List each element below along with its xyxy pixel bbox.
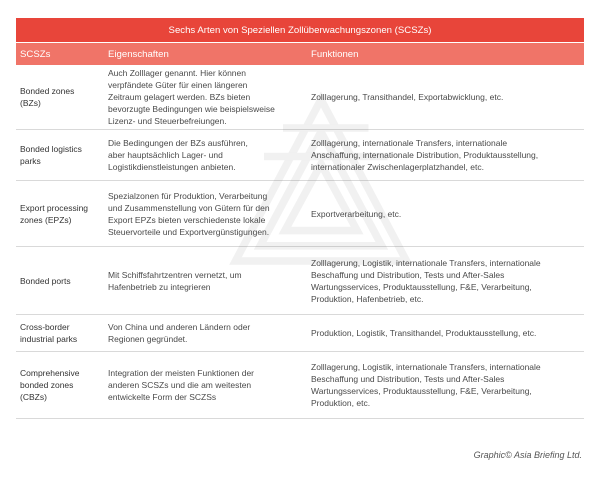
- table-title: Sechs Arten von Speziellen Zollüberwachungszonen (SCSZs): [16, 18, 584, 42]
- eigenschaften-cell: [108, 190, 311, 238]
- cell-line: Zolllagerung, Logistik, internationale Transfers, internationale: [311, 362, 541, 372]
- cell-line: Export EPZs bieten verschiedenste lokale: [108, 214, 266, 225]
- cell-line: Produktion, etc.: [311, 398, 371, 408]
- cell-line: (CBZs): [20, 392, 47, 402]
- cell-line: Zeitraum gelagert werden. BZs bieten: [108, 92, 251, 102]
- cell-line: aber hauptsächlich Lager- und: [108, 150, 223, 160]
- table: [16, 18, 584, 419]
- funktionen-cell: [311, 361, 584, 409]
- cell-line: zones (EPZs): [20, 214, 72, 225]
- header-row: [16, 42, 584, 65]
- cell-line: Bonded logistics: [20, 144, 82, 154]
- cell-line: Wartungsservices, Produktausstellung, F&E, Verarbeitung,: [311, 386, 532, 396]
- table-row: [16, 130, 584, 181]
- cell-line: Mit Schiffsfahrtzentren vernetzt, um: [108, 269, 242, 280]
- eigenschaften-cell: [108, 269, 311, 293]
- funktionen-cell: [311, 257, 584, 305]
- eigenschaften-cell: [108, 367, 311, 403]
- cell-line: Cross-border: [20, 322, 70, 332]
- cell-line: Zolllagerung, Logistik, internationale Transfers, internationale: [311, 257, 541, 268]
- header-eigenschaften: Eigenschaften: [108, 48, 169, 60]
- cell-line: Integration der meisten Funktionen der: [108, 368, 255, 378]
- cell-line: bonded zones: [20, 380, 74, 390]
- cell-line: Spezialzonen für Produktion, Verarbeitung: [108, 190, 268, 201]
- funktionen-cell: [311, 137, 584, 173]
- cell-line: Die Bedingungen der BZs ausführen,: [108, 138, 248, 148]
- scsz-name: [16, 367, 108, 403]
- cell-line: bevorzugte Bedingungen wie beispielsweise: [108, 104, 275, 114]
- eigenschaften-cell: [108, 137, 311, 173]
- scsz-name: [16, 275, 108, 287]
- cell-line: Steuervorteile und Exportvergünstigungen.: [108, 226, 270, 237]
- cell-line: (BZs): [20, 98, 41, 108]
- cell-line: Lizenz- und Steuerbefreiungen.: [108, 116, 227, 126]
- funktionen-cell: [311, 208, 584, 220]
- table-row: [16, 315, 584, 352]
- credit-text: Graphic© Asia Briefing Ltd.: [473, 450, 582, 460]
- cell-line: Export processing: [20, 202, 89, 213]
- cell-line: und Zusammenstellung von Gütern für den: [108, 202, 270, 213]
- table-row: [16, 247, 584, 315]
- cell-line: Anschaffung, internationale Distribution, Produktausstellung,: [311, 150, 539, 160]
- cell-line: Zolllagerung, Transithandel, Exportabwicklung, etc.: [311, 92, 504, 102]
- cell-line: Produktion, Hafenbetrieb, etc.: [311, 293, 424, 304]
- cell-line: Logistikdienstleistungen anbieten.: [108, 162, 236, 172]
- cell-line: internationaler Zwischenlagerplatzhandel, etc.: [311, 162, 484, 172]
- cell-line: Hafenbetrieb zu integrieren: [108, 281, 211, 292]
- cell-line: Comprehensive: [20, 368, 80, 378]
- cell-line: Wartungsservices, Produktausstellung, F&E, Verarbeitung,: [311, 281, 532, 292]
- header-scszs: SCSZs: [20, 48, 51, 60]
- cell-line: Von China und anderen Ländern oder: [108, 322, 251, 332]
- cell-line: Beschaffung und Distribution, Tests und After-Sales: [311, 269, 505, 280]
- eigenschaften-cell: [108, 321, 311, 345]
- scsz-name: [16, 85, 108, 109]
- cell-line: Exportverarbeitung, etc.: [311, 208, 402, 219]
- cell-line: parks: [20, 156, 41, 166]
- cell-line: entwickelte Form der SCZSs: [108, 392, 217, 402]
- scsz-name: [16, 143, 108, 167]
- funktionen-cell: [311, 327, 584, 339]
- scsz-name: [16, 202, 108, 226]
- cell-line: anderen SCSZs und die am weitesten: [108, 380, 252, 390]
- eigenschaften-cell: [108, 67, 311, 127]
- cell-line: Auch Zolllager genannt. Hier können: [108, 68, 246, 78]
- cell-line: Zolllagerung, internationale Transfers, internationale: [311, 138, 508, 148]
- header-funktionen: Funktionen: [311, 48, 359, 60]
- cell-line: Beschaffung und Distribution, Tests und After-Sales: [311, 374, 505, 384]
- table-row: [16, 352, 584, 419]
- cell-line: industrial parks: [20, 334, 78, 344]
- scsz-name: [16, 321, 108, 345]
- cell-line: Produktion, Logistik, Transithandel, Produktausstellung, etc.: [311, 328, 537, 338]
- funktionen-cell: [311, 91, 584, 103]
- cell-line: Bonded zones: [20, 86, 75, 96]
- cell-line: Regionen gegründet.: [108, 334, 188, 344]
- table-body: [16, 65, 584, 419]
- cell-line: verpfändete Güter für einen längeren: [108, 80, 248, 90]
- cell-line: Bonded ports: [20, 275, 71, 286]
- table-row: [16, 65, 584, 130]
- table-row: [16, 181, 584, 247]
